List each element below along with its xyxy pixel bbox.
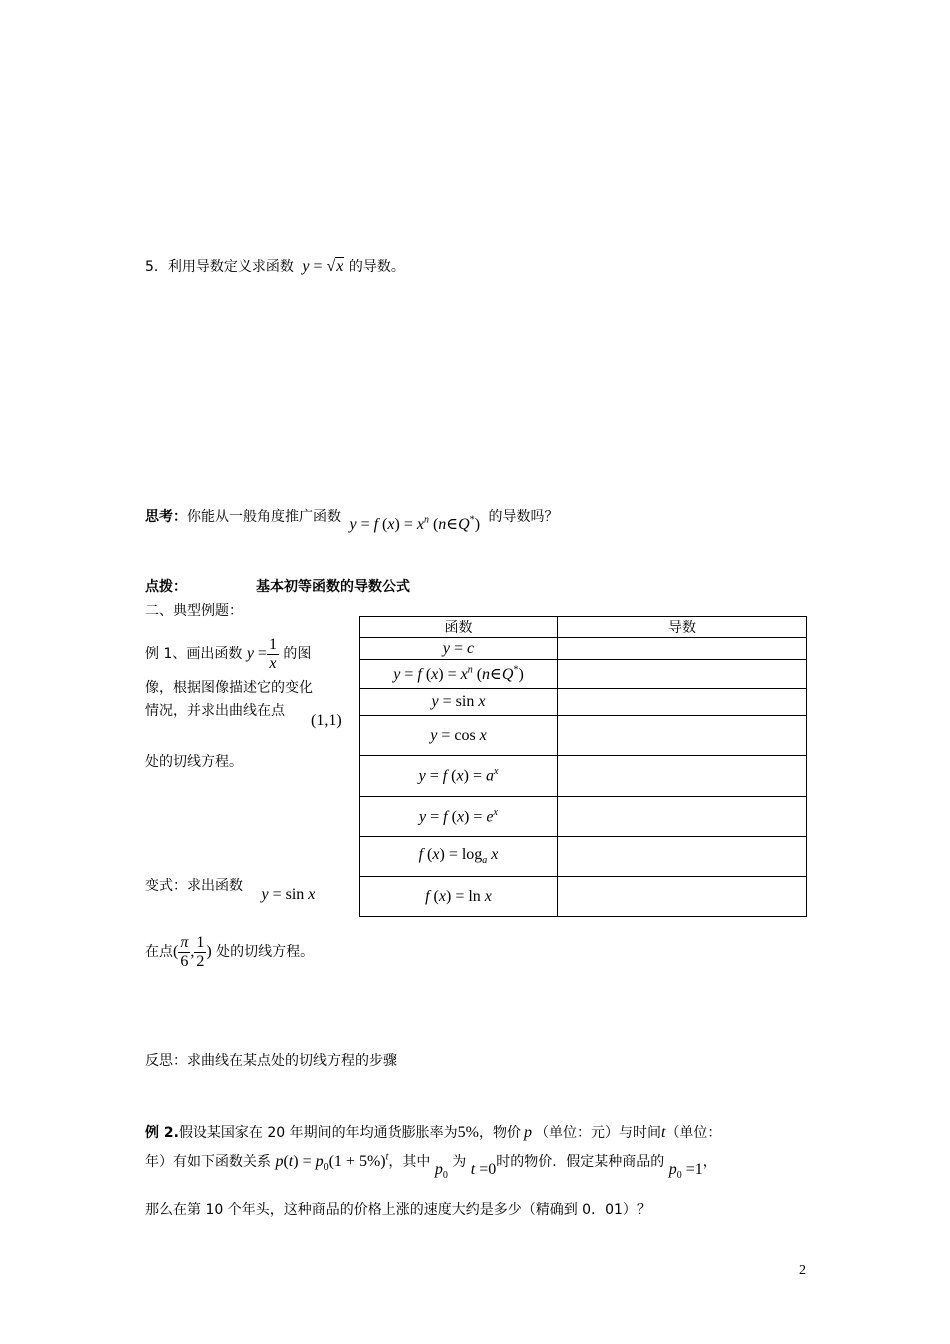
think-text: 你能从一般角度推广函数 xyxy=(187,509,341,525)
table-row xyxy=(360,877,807,917)
example-2-text: ，物价 xyxy=(478,1125,521,1141)
table-cell-derivative xyxy=(558,689,807,716)
think-suffix: 的导数吗？ xyxy=(488,509,559,525)
price-var: p xyxy=(523,1124,532,1141)
example-2-text: 假设某国家在 20 年期间的年均通货膨胀率为 xyxy=(178,1125,458,1141)
think-label: 思考： xyxy=(145,509,187,525)
table-row xyxy=(360,638,807,660)
time-var: t xyxy=(660,1124,666,1141)
variant-prefix: 变式：求出函数 xyxy=(145,878,243,894)
example-2-text: 为 xyxy=(452,1154,467,1170)
reflection: 反思：求曲线在某点处的切线方程的步骤 xyxy=(145,1053,397,1069)
variant-line2 xyxy=(145,935,314,970)
example-2-label: 例 2. xyxy=(145,1125,179,1141)
table-row xyxy=(360,756,807,797)
table-header-row xyxy=(360,617,807,638)
table-cell-function: y = f $(x) = e^x$ xyxy=(360,797,558,837)
example-2-text: （单位：元）与时间 xyxy=(534,1125,661,1141)
variant-formula: y = sin x xyxy=(261,886,316,903)
table-cell-function: y = cos x xyxy=(360,716,558,756)
example-1-suffix: 的图 xyxy=(283,646,312,663)
table-cell-function: f (x) = ln x xyxy=(360,877,558,917)
table-cell-derivative xyxy=(558,660,807,689)
table-cell-function: f $(x) = \log_a x$ xyxy=(360,837,558,877)
example-2-text: 时的物价．假定某种商品的 xyxy=(496,1154,665,1170)
example-2-text: ， xyxy=(702,1154,717,1170)
example-2-line3: 那么在第 10 个年头，这种商品的价格上涨的速度大约是多少（精确到 0．01）？ xyxy=(145,1202,651,1218)
example-1-line3: 情况，并求出曲线在点 xyxy=(145,703,285,719)
table-cell-function: y = f $(x) = a^x$ xyxy=(360,756,558,797)
table-cell-function: y = sin x xyxy=(360,689,558,716)
hint-title: 基本初等函数的导数公式 xyxy=(256,579,410,595)
example-2-line2 xyxy=(145,1151,717,1182)
variant-line1 xyxy=(145,875,316,903)
p0-value: $p_0 =1$ xyxy=(668,1161,703,1182)
table-cell-function: y = c xyxy=(360,638,558,660)
example-1-prefix: 例 1、画出函数 xyxy=(145,646,243,663)
table-row xyxy=(360,660,807,689)
example-1-line4: 处的切线方程。 xyxy=(145,754,243,770)
variant-line2-suffix: 处的切线方程。 xyxy=(216,944,315,961)
t0-value: t =0 xyxy=(470,1161,497,1178)
question-5 xyxy=(145,256,405,276)
example-2-text: 年）有如下函数关系 xyxy=(145,1154,271,1170)
think-question xyxy=(145,506,559,533)
price-function: $p(t) = p_0(1 + 5\%)^t$ xyxy=(275,1151,389,1174)
example-1-point: (1,1) xyxy=(311,712,342,729)
table-cell-derivative xyxy=(558,716,807,756)
think-formula: y = f $(x) = x^n$ (n∈Q*) xyxy=(349,514,481,533)
derivative-table xyxy=(359,616,807,917)
table-cell-derivative xyxy=(558,638,807,660)
question-5-suffix: 的导数。 xyxy=(348,259,405,275)
hint-label: 点拨： xyxy=(145,579,187,595)
example-2-text: ，其中 xyxy=(388,1154,431,1170)
table-cell-function: y = f $(x) = x^n$ (n∈Q*) xyxy=(360,660,558,689)
variant-line2-prefix: 在点 xyxy=(145,944,173,961)
table-row xyxy=(360,837,807,877)
p0-var: $p_0$ xyxy=(434,1161,448,1182)
table-cell-derivative xyxy=(558,797,807,837)
variant-point: ( $\frac{\pi}{6}$ , $\frac{1}{2}$ ) xyxy=(173,934,212,970)
table-header-function: 函数 xyxy=(360,617,558,638)
table-row xyxy=(360,716,807,756)
page-number: 2 xyxy=(799,1263,806,1278)
table-row xyxy=(360,797,807,837)
example-1-line2: 像，根据图像描述它的变化 xyxy=(145,680,313,696)
example-2-line1 xyxy=(145,1122,721,1142)
table-cell-derivative xyxy=(558,837,807,877)
table-row xyxy=(360,689,807,716)
section-heading: 二、典型例题： xyxy=(145,603,243,619)
example-1-formula: y = $\frac{1}{x}$ xyxy=(246,636,277,672)
question-5-label: 5．利用导数定义求函数 xyxy=(145,259,294,275)
example-1-line1 xyxy=(145,637,311,672)
table-header-derivative: 导数 xyxy=(558,617,807,638)
example-2-text: （单位： xyxy=(665,1125,722,1141)
question-5-formula: y = √x xyxy=(302,258,344,275)
table-cell-derivative xyxy=(558,877,807,917)
inflation-rate: 5% xyxy=(457,1124,479,1141)
table-cell-derivative xyxy=(558,756,807,797)
